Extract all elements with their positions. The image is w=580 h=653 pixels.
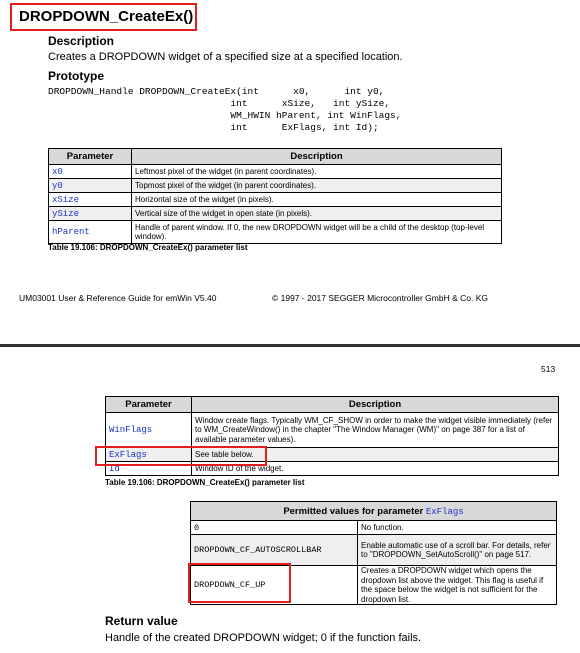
highlight-title bbox=[10, 3, 197, 31]
table-row bbox=[49, 207, 502, 221]
header-parameter: Parameter bbox=[49, 149, 132, 165]
header-description: Description bbox=[132, 149, 502, 165]
page-separator bbox=[0, 344, 580, 347]
param-name[interactable]: WinFlags bbox=[106, 413, 192, 448]
param-name[interactable]: Id bbox=[106, 462, 192, 476]
param-desc: Window create flags. Typically WM_CF_SHOW in order to make the widget visible immediately (refer to WM_CreateWindow() in the chapter "The Window Manager (WM)" on page 387 for a list of available parameter values). bbox=[192, 413, 559, 448]
permitted-desc: Creates a DROPDOWN widget which opens the dropdown list above the widget. This flag is useful if the space below the widget is not sufficient for the dropdown list. bbox=[358, 566, 557, 605]
table-row bbox=[49, 179, 502, 193]
footer-right: © 1997 - 2017 SEGGER Microcontroller GmbH & Co. KG bbox=[272, 293, 489, 303]
param-desc: See table below. bbox=[192, 448, 559, 462]
table-row bbox=[191, 521, 557, 535]
table-row bbox=[49, 193, 502, 207]
header-description: Description bbox=[192, 397, 559, 413]
param-name[interactable]: ySize bbox=[49, 207, 132, 221]
param-desc: Leftmost pixel of the widget (in parent coordinates). bbox=[132, 165, 502, 179]
return-heading: Return value bbox=[105, 614, 178, 628]
param-desc: Window ID of the widget. bbox=[192, 462, 559, 476]
prototype-code: DROPDOWN_Handle DROPDOWN_CreateEx(int x0, int y0, int xSize, int ySize, WM_HWIN hParent, int WinFlags, int ExFlags, int Id); bbox=[48, 86, 402, 133]
parameter-table-1 bbox=[48, 148, 502, 244]
param-name[interactable]: xSize bbox=[49, 193, 132, 207]
permitted-value: 0 bbox=[191, 521, 358, 535]
param-desc: Horizontal size of the widget (in pixels). bbox=[132, 193, 502, 207]
param-name[interactable]: hParent bbox=[49, 221, 132, 244]
table-row bbox=[49, 165, 502, 179]
table-row bbox=[106, 413, 559, 448]
highlight-cf-up bbox=[188, 563, 291, 603]
param-desc: Topmost pixel of the widget (in parent coordinates). bbox=[132, 179, 502, 193]
header-parameter: Parameter bbox=[106, 397, 192, 413]
permitted-header-param: ExFlags bbox=[425, 506, 464, 517]
permitted-header-label: Permitted values for parameter bbox=[283, 505, 424, 517]
param-desc: Vertical size of the widget in open state (in pixels). bbox=[132, 207, 502, 221]
function-title: DROPDOWN_CreateEx() bbox=[19, 8, 194, 25]
table-row bbox=[49, 221, 502, 244]
description-heading: Description bbox=[48, 34, 115, 48]
param-name[interactable]: x0 bbox=[49, 165, 132, 179]
permitted-desc: Enable automatic use of a scroll bar. For details, refer to "DROPDOWN_SetAutoScroll()" on page 517. bbox=[358, 535, 557, 566]
table-row bbox=[191, 535, 557, 566]
permitted-desc: No function. bbox=[358, 521, 557, 535]
permitted-header bbox=[191, 502, 557, 521]
permitted-value: DROPDOWN_CF_AUTOSCROLLBAR bbox=[191, 535, 358, 566]
table-caption-1: Table 19.106: DROPDOWN_CreateEx() parameter list bbox=[48, 243, 248, 252]
param-name[interactable]: y0 bbox=[49, 179, 132, 193]
param-name[interactable]: ExFlags bbox=[106, 448, 192, 462]
return-text: Handle of the created DROPDOWN widget; 0 if the function fails. bbox=[105, 632, 422, 644]
description-text: Creates a DROPDOWN widget of a specified size at a specified location. bbox=[48, 51, 403, 63]
page-number: 513 bbox=[541, 364, 556, 374]
table-caption-2: Table 19.106: DROPDOWN_CreateEx() parameter list bbox=[105, 478, 305, 487]
highlight-exflags-row bbox=[95, 446, 267, 466]
permitted-value: DROPDOWN_CF_UP bbox=[191, 566, 358, 605]
footer-left: UM03001 User & Reference Guide for emWin V5.40 bbox=[19, 293, 217, 303]
param-desc: Handle of parent window. If 0, the new DROPDOWN widget will be a child of the desktop (top-level window). bbox=[132, 221, 502, 244]
prototype-heading: Prototype bbox=[48, 69, 105, 83]
